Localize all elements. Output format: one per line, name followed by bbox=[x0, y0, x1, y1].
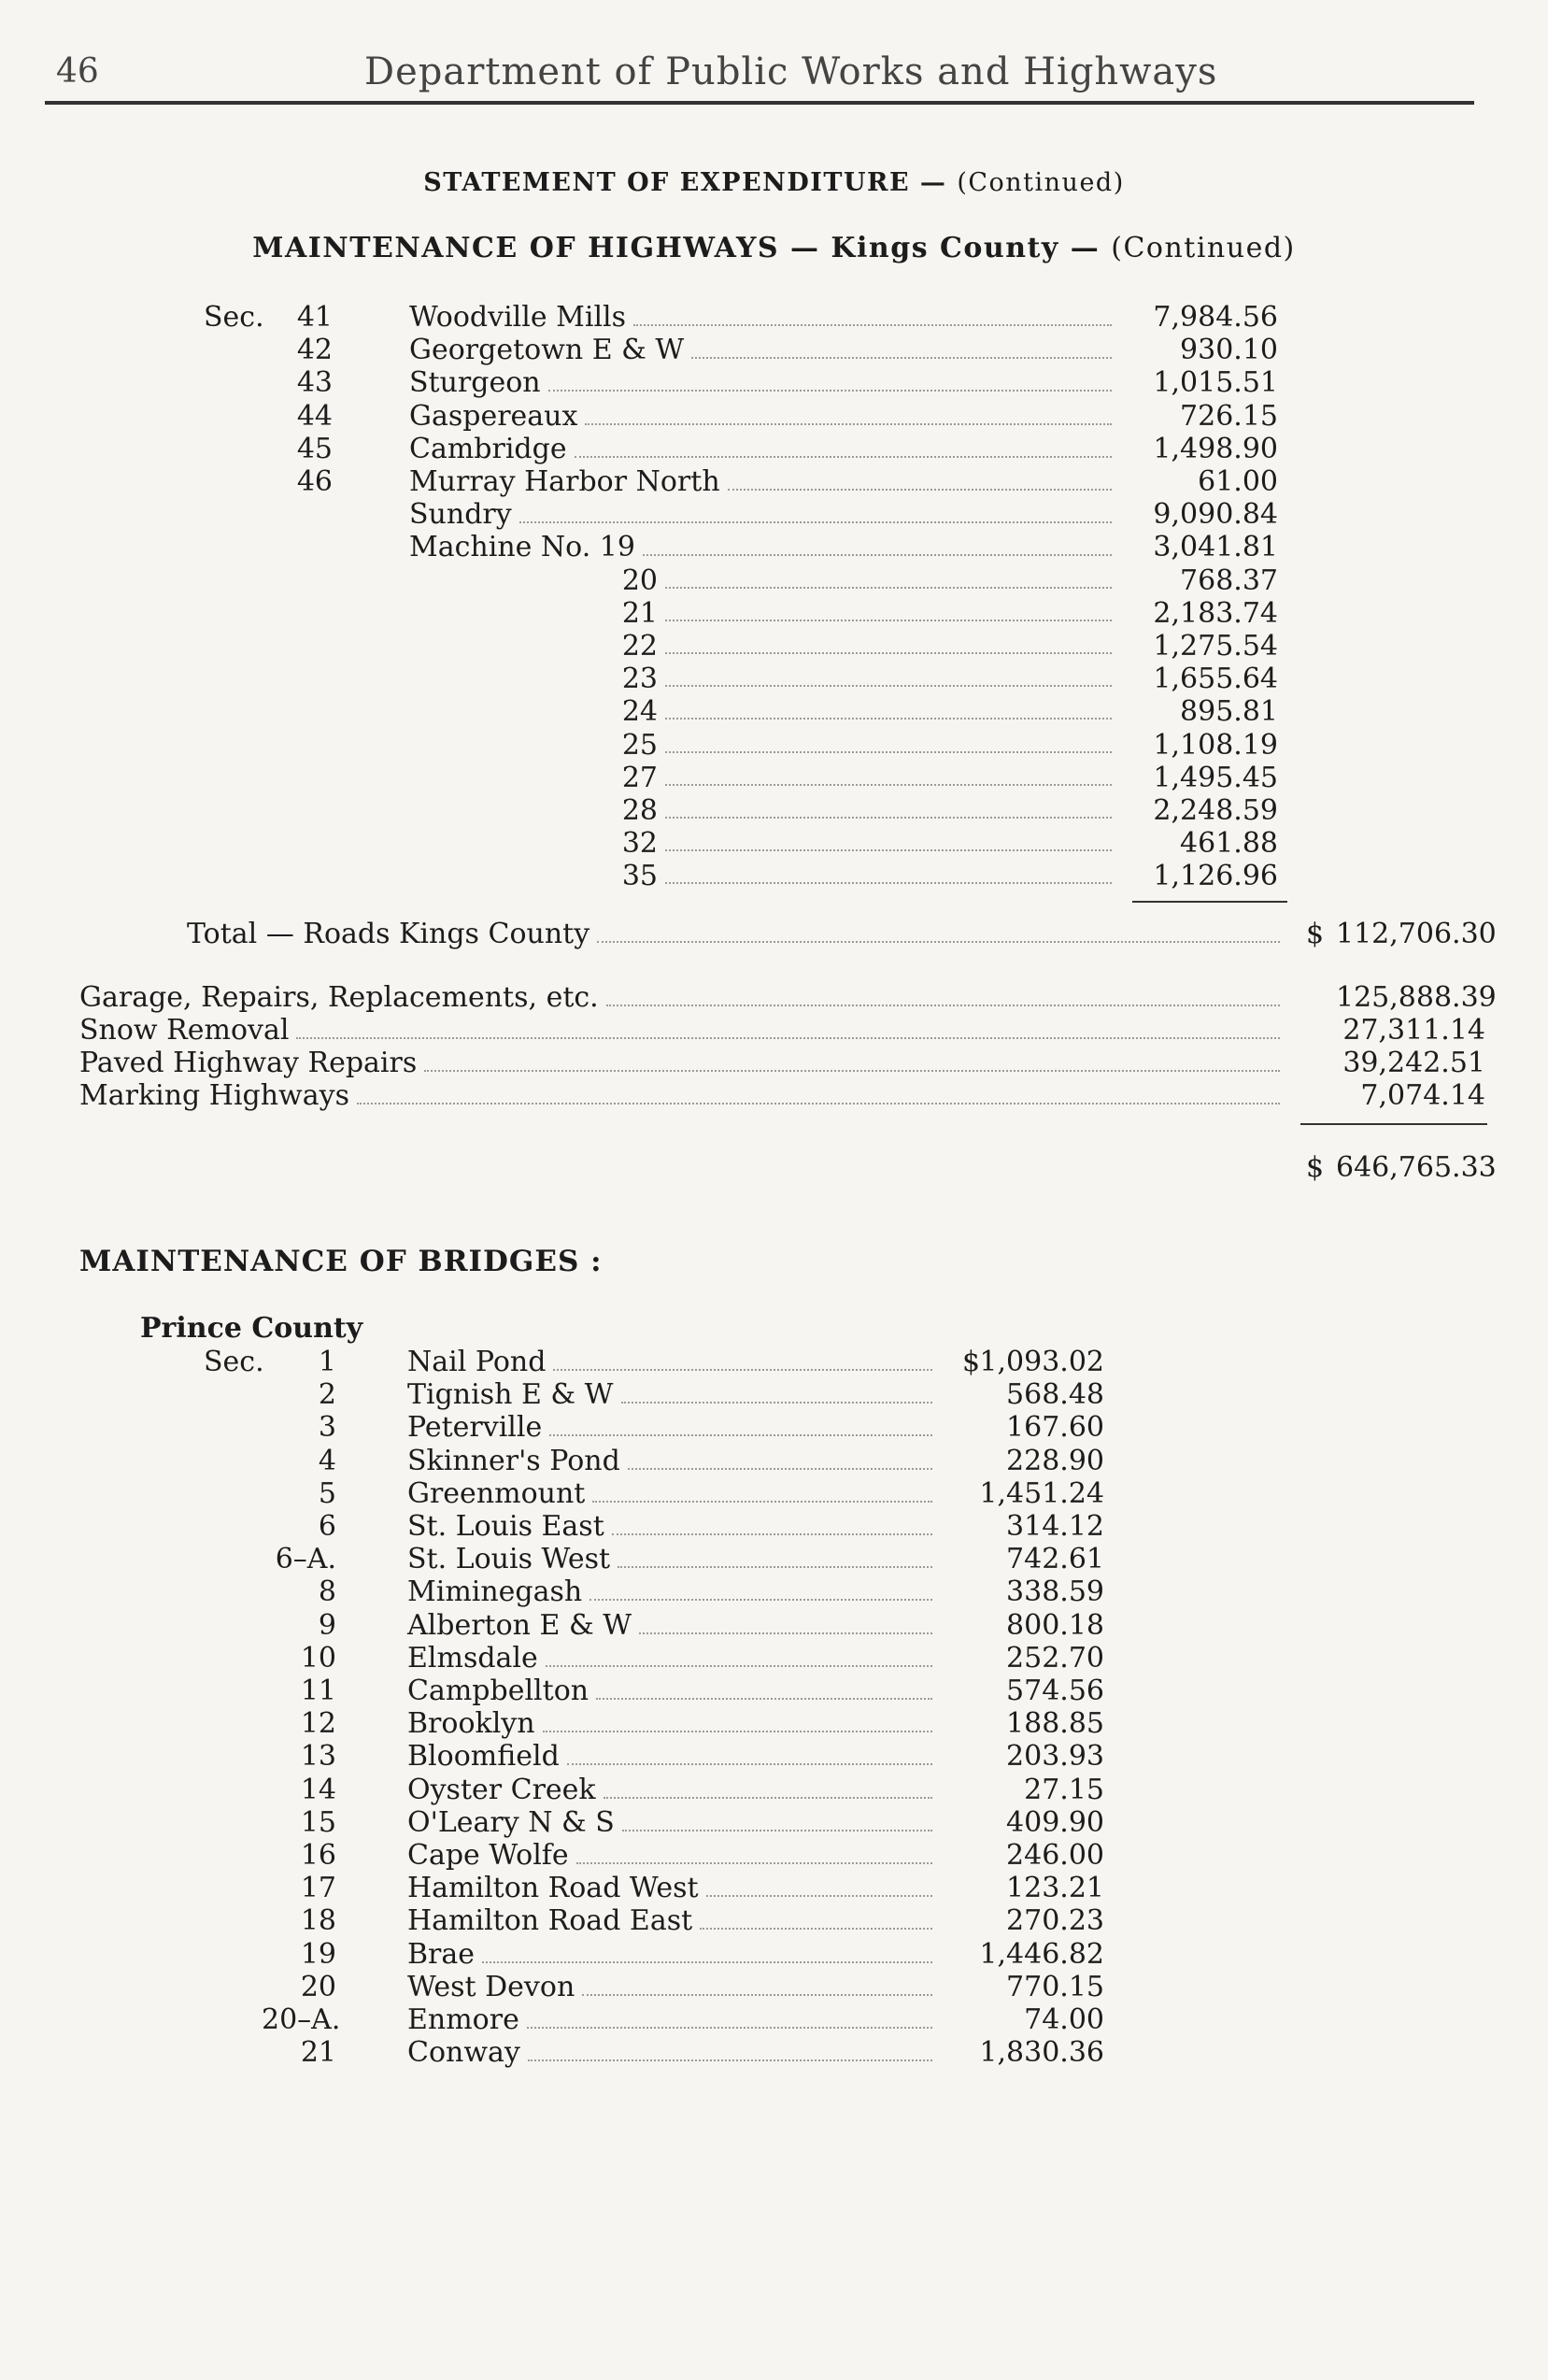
road-name bbox=[409, 334, 1112, 367]
amount: 895.81 bbox=[1180, 695, 1278, 729]
bridge-name bbox=[407, 2036, 932, 2070]
dot-leader bbox=[546, 1643, 932, 1667]
kings-row bbox=[0, 301, 1548, 335]
amount: 7,074.14 bbox=[1360, 1079, 1485, 1113]
dot-leader bbox=[296, 1015, 1280, 1039]
machine-leader bbox=[665, 597, 1112, 621]
dot-leader bbox=[543, 1708, 932, 1732]
bridge-row bbox=[0, 1609, 1548, 1643]
section-number: 16 bbox=[300, 1839, 336, 1872]
dot-leader bbox=[643, 532, 1112, 556]
road-name bbox=[409, 433, 1112, 466]
bridge-name bbox=[407, 1609, 932, 1643]
total-roads-label bbox=[187, 918, 1280, 951]
machine-leader bbox=[665, 729, 1112, 753]
amount: 39,242.51 bbox=[1342, 1047, 1485, 1079]
road-name bbox=[409, 400, 1112, 434]
bridge-name-text: Conway bbox=[407, 2036, 520, 2070]
dot-leader bbox=[585, 401, 1112, 425]
expense-label-text: Paved Highway Repairs bbox=[79, 1047, 418, 1079]
amount: 646,765.33 bbox=[1336, 1151, 1497, 1185]
amount: 1,495.45 bbox=[1153, 761, 1278, 794]
amount: 7,984.56 bbox=[1153, 301, 1278, 334]
bridge-row bbox=[0, 1642, 1548, 1675]
amount: 228.90 bbox=[1006, 1444, 1104, 1477]
kings-row bbox=[0, 498, 1548, 532]
dot-leader bbox=[482, 1939, 932, 1963]
amount: 9,090.84 bbox=[1153, 498, 1278, 532]
kings-row bbox=[0, 334, 1548, 367]
amount: 574.56 bbox=[1006, 1675, 1104, 1707]
bridge-row bbox=[0, 1477, 1548, 1511]
road-name-text: Sturgeon bbox=[409, 366, 541, 400]
amount: 3,041.81 bbox=[1153, 531, 1278, 564]
amount: 930.10 bbox=[1180, 334, 1278, 367]
road-name-text: Georgetown E & W bbox=[409, 334, 685, 367]
dot-leader bbox=[606, 982, 1280, 1006]
dot-leader bbox=[706, 1873, 932, 1897]
road-name bbox=[409, 366, 1112, 400]
bridge-name-text: Campbellton bbox=[407, 1675, 589, 1707]
machine-row bbox=[0, 597, 1548, 631]
dot-leader bbox=[567, 1741, 932, 1765]
machine-number: 28 bbox=[621, 794, 658, 827]
bridge-name bbox=[407, 1411, 932, 1445]
total-roads-row bbox=[0, 918, 1548, 951]
bridge-name-text: Elmsdale bbox=[407, 1641, 538, 1675]
dot-leader bbox=[618, 1544, 932, 1568]
machine-row bbox=[0, 695, 1548, 729]
section-number: 14 bbox=[300, 1773, 336, 1806]
expense-label-text: Snow Removal bbox=[79, 1013, 290, 1047]
amount: 768.37 bbox=[1180, 563, 1278, 597]
machine-number: 21 bbox=[621, 596, 658, 630]
bridge-name bbox=[407, 1543, 932, 1576]
section-number: 44 bbox=[296, 399, 333, 433]
bridge-name bbox=[407, 1872, 932, 1905]
dot-leader bbox=[621, 1379, 933, 1404]
machine-leader bbox=[665, 860, 1112, 884]
amount: 1,275.54 bbox=[1153, 630, 1278, 663]
bridge-name-text: Enmore bbox=[407, 2003, 519, 2036]
bridge-row bbox=[0, 1839, 1548, 1873]
road-name bbox=[409, 531, 1112, 564]
section-number: 19 bbox=[300, 1937, 336, 1971]
section-number: 45 bbox=[296, 432, 333, 465]
dot-leader bbox=[553, 1347, 932, 1371]
dot-leader bbox=[665, 663, 1112, 687]
amount: 27.15 bbox=[1024, 1773, 1104, 1806]
dot-leader bbox=[665, 762, 1112, 786]
amount: 726.15 bbox=[1180, 399, 1278, 433]
expense-label bbox=[79, 981, 1280, 1015]
machine-number: 20 bbox=[621, 563, 658, 597]
section-number: 42 bbox=[296, 334, 333, 367]
bridge-row bbox=[0, 1510, 1548, 1544]
bridge-name bbox=[407, 1971, 932, 2004]
machine-row bbox=[0, 762, 1548, 795]
bridge-row bbox=[0, 2036, 1548, 2070]
machine-number: 35 bbox=[621, 860, 658, 893]
dot-leader bbox=[604, 1774, 932, 1799]
machine-row bbox=[0, 827, 1548, 861]
amount: 1,830.36 bbox=[979, 2036, 1104, 2070]
dot-leader bbox=[596, 1675, 932, 1700]
road-name-text: Woodville Mills bbox=[409, 301, 627, 334]
bridge-name bbox=[407, 1477, 932, 1511]
dot-leader bbox=[665, 597, 1112, 621]
road-name bbox=[409, 465, 1112, 499]
header-rule bbox=[45, 101, 1474, 105]
grand-total-row bbox=[0, 1151, 1548, 1185]
bridge-row bbox=[0, 1411, 1548, 1445]
amount: 112,706.30 bbox=[1336, 917, 1497, 950]
dot-leader bbox=[357, 1080, 1280, 1104]
bridge-name-text: Peterville bbox=[407, 1411, 543, 1445]
amount: 1,093.02 bbox=[979, 1346, 1104, 1378]
section-number: 18 bbox=[300, 1904, 336, 1938]
highways-title: MAINTENANCE OF HIGHWAYS — Kings County — (Continued) bbox=[252, 232, 1296, 264]
amount: 314.12 bbox=[1006, 1510, 1104, 1543]
machine-row bbox=[0, 860, 1548, 893]
bridge-name-text: Brae bbox=[407, 1937, 476, 1971]
machine-row bbox=[0, 794, 1548, 828]
dot-leader bbox=[575, 434, 1112, 458]
bridge-row bbox=[0, 1675, 1548, 1708]
bridge-row bbox=[0, 1740, 1548, 1774]
amount: 1,446.82 bbox=[979, 1937, 1104, 1971]
bridge-name bbox=[407, 1707, 932, 1741]
bridge-name bbox=[407, 1774, 932, 1807]
dot-leader bbox=[665, 860, 1112, 884]
machine-number: 27 bbox=[621, 761, 658, 794]
section-number: 17 bbox=[300, 1872, 336, 1905]
section-number: 9 bbox=[318, 1608, 336, 1642]
dot-leader bbox=[665, 695, 1112, 720]
dot-leader bbox=[612, 1511, 932, 1535]
sec-label: Sec. bbox=[204, 1346, 264, 1378]
bridge-name-text: Skinner's Pond bbox=[407, 1444, 620, 1477]
bridge-name-text: Hamilton Road West bbox=[407, 1872, 699, 1905]
expense-row bbox=[0, 1047, 1548, 1080]
bridge-name-text: Greenmount bbox=[407, 1476, 586, 1510]
amount: 74.00 bbox=[1024, 2003, 1104, 2036]
bridge-row bbox=[0, 1575, 1548, 1609]
section-number: 12 bbox=[300, 1707, 336, 1741]
machine-number: 24 bbox=[621, 695, 658, 729]
amount: 2,248.59 bbox=[1153, 794, 1278, 827]
bridge-row bbox=[0, 1346, 1548, 1379]
amount: 167.60 bbox=[1006, 1411, 1104, 1445]
dot-leader bbox=[592, 1478, 932, 1503]
amount: 188.85 bbox=[1006, 1707, 1104, 1741]
bridge-name-text: West Devon bbox=[407, 1970, 575, 2003]
machine-number: 22 bbox=[621, 630, 658, 663]
expense-label-text: Marking Highways bbox=[79, 1079, 349, 1113]
machine-row bbox=[0, 729, 1548, 762]
dot-leader bbox=[527, 2004, 932, 2029]
section-number: 21 bbox=[300, 2036, 336, 2070]
page-header bbox=[56, 45, 1476, 101]
bridge-name bbox=[407, 1575, 932, 1609]
machine-number: 25 bbox=[621, 728, 658, 762]
bridge-name bbox=[407, 2003, 932, 2037]
dot-leader bbox=[665, 794, 1112, 819]
bridge-row bbox=[0, 2003, 1548, 2037]
section-number: 46 bbox=[296, 465, 333, 498]
dot-leader bbox=[576, 1840, 932, 1864]
dot-leader bbox=[582, 1972, 932, 1996]
amount: 246.00 bbox=[1006, 1839, 1104, 1872]
machine-leader bbox=[665, 762, 1112, 786]
section-number: 20–A. bbox=[262, 2003, 341, 2036]
road-name-text: Gaspereaux bbox=[409, 399, 578, 433]
dot-leader bbox=[549, 1412, 932, 1436]
bridge-name bbox=[407, 1510, 932, 1544]
section-number: 2 bbox=[318, 1378, 336, 1412]
expense-label-text: Garage, Repairs, Replacements, etc. bbox=[79, 980, 599, 1014]
dot-leader bbox=[665, 827, 1112, 851]
bridge-name bbox=[407, 1675, 932, 1708]
section-number: 43 bbox=[296, 366, 333, 400]
dollar-sign: $ bbox=[1306, 1151, 1325, 1185]
section-number: 10 bbox=[300, 1641, 336, 1675]
bridge-name bbox=[407, 1642, 932, 1675]
machine-row bbox=[0, 564, 1548, 598]
machine-leader bbox=[665, 695, 1112, 720]
sec-label: Sec. bbox=[204, 301, 264, 334]
dot-leader bbox=[548, 367, 1112, 392]
dot-leader bbox=[691, 335, 1112, 359]
road-name-text: Sundry bbox=[409, 498, 512, 532]
expense-row bbox=[0, 1014, 1548, 1047]
bridge-row bbox=[0, 1378, 1548, 1412]
running-title: Department of Public Works and Highways bbox=[364, 50, 1218, 93]
dot-leader bbox=[519, 499, 1112, 523]
bridge-name bbox=[407, 1740, 932, 1774]
page-number: 46 bbox=[56, 52, 99, 91]
dollar-sign: $ bbox=[1306, 917, 1325, 950]
section-number: 8 bbox=[318, 1575, 336, 1609]
section-number: 6 bbox=[318, 1510, 336, 1543]
machine-leader bbox=[665, 564, 1112, 589]
machine-leader bbox=[665, 827, 1112, 851]
section-number: 11 bbox=[300, 1675, 336, 1707]
road-name bbox=[409, 498, 1112, 532]
bridge-name bbox=[407, 1378, 932, 1412]
bridge-name-text: Tignish E & W bbox=[407, 1378, 614, 1412]
dot-leader bbox=[622, 1807, 932, 1831]
amount: 338.59 bbox=[1006, 1575, 1104, 1609]
amount: 568.48 bbox=[1006, 1378, 1104, 1412]
kings-row bbox=[0, 465, 1548, 499]
dot-leader bbox=[665, 564, 1112, 589]
dot-leader bbox=[597, 919, 1280, 943]
bridge-name-text: Oyster Creek bbox=[407, 1773, 596, 1806]
section-number: 6–A. bbox=[275, 1543, 336, 1576]
bridge-name bbox=[407, 1938, 932, 1972]
dot-leader bbox=[589, 1576, 932, 1601]
road-name-text: Cambridge bbox=[409, 432, 567, 465]
amount: 2,183.74 bbox=[1153, 596, 1278, 630]
machine-leader bbox=[665, 794, 1112, 819]
road-name-text: Machine No. 19 bbox=[409, 531, 635, 564]
machine-row bbox=[0, 663, 1548, 696]
bridge-name-text: Alberton E & W bbox=[407, 1608, 632, 1642]
amount: 252.70 bbox=[1006, 1641, 1104, 1675]
statement-title: STATEMENT OF EXPENDITURE — (Continued) bbox=[423, 168, 1125, 197]
bridge-row bbox=[0, 1543, 1548, 1576]
amount: 1,655.64 bbox=[1153, 663, 1278, 696]
bridge-name-text: St. Louis West bbox=[407, 1543, 611, 1576]
amount: 1,498.90 bbox=[1153, 432, 1278, 465]
dot-leader bbox=[728, 466, 1112, 491]
bridges-title: MAINTENANCE OF BRIDGES : bbox=[79, 1245, 603, 1278]
amount: 27,311.14 bbox=[1342, 1013, 1485, 1047]
section-number: 5 bbox=[318, 1476, 336, 1510]
amount: 61.00 bbox=[1198, 465, 1278, 498]
bridge-name-text: Nail Pond bbox=[407, 1346, 547, 1378]
machine-number: 32 bbox=[621, 827, 658, 861]
bridge-name bbox=[407, 1346, 932, 1379]
expense-row bbox=[0, 981, 1548, 1015]
bridge-row bbox=[0, 1707, 1548, 1741]
dot-leader bbox=[639, 1610, 932, 1634]
bridge-name-text: Brooklyn bbox=[407, 1707, 535, 1741]
expense-label bbox=[79, 1047, 1280, 1080]
dot-leader bbox=[424, 1047, 1280, 1072]
section-number: 1 bbox=[318, 1346, 336, 1378]
bridge-row bbox=[0, 1806, 1548, 1840]
road-name-text: Murray Harbor North bbox=[409, 465, 720, 498]
amount: 1,015.51 bbox=[1153, 366, 1278, 400]
machine-leader bbox=[665, 663, 1112, 687]
total-roads-label-text: Total — Roads Kings County bbox=[187, 917, 590, 950]
bridge-row bbox=[0, 1872, 1548, 1905]
section-number: 3 bbox=[318, 1411, 336, 1445]
amount: 125,888.39 bbox=[1336, 980, 1497, 1014]
dollar-sign: $ bbox=[962, 1346, 981, 1378]
bridge-name bbox=[407, 1806, 932, 1840]
bridge-name-text: St. Louis East bbox=[407, 1510, 604, 1543]
road-name bbox=[409, 301, 1112, 335]
dot-leader bbox=[665, 630, 1112, 654]
amount: 270.23 bbox=[1006, 1904, 1104, 1938]
expense-row bbox=[0, 1079, 1548, 1113]
dot-leader bbox=[665, 729, 1112, 753]
kings-row bbox=[0, 531, 1548, 564]
amount: 1,108.19 bbox=[1153, 728, 1278, 762]
bridge-row bbox=[0, 1938, 1548, 1972]
machine-number: 23 bbox=[621, 663, 658, 696]
section-number: 20 bbox=[300, 1970, 336, 2003]
kings-row bbox=[0, 400, 1548, 434]
machine-row bbox=[0, 630, 1548, 663]
bridge-name-text: Cape Wolfe bbox=[407, 1839, 569, 1872]
amount: 1,451.24 bbox=[979, 1476, 1104, 1510]
total-rule bbox=[1300, 1123, 1487, 1125]
dot-leader bbox=[528, 2037, 932, 2061]
amount: 461.88 bbox=[1180, 827, 1278, 861]
bridge-name-text: Hamilton Road East bbox=[407, 1904, 693, 1938]
section-number: 41 bbox=[296, 301, 333, 334]
bridge-row bbox=[0, 1904, 1548, 1938]
bridge-name bbox=[407, 1445, 932, 1478]
subtotal-rule bbox=[1132, 901, 1287, 903]
bridge-name-text: O'Leary N & S bbox=[407, 1805, 615, 1839]
bridge-name bbox=[407, 1839, 932, 1873]
amount: 800.18 bbox=[1006, 1608, 1104, 1642]
kings-row bbox=[0, 433, 1548, 466]
machine-leader bbox=[665, 630, 1112, 654]
section-number: 15 bbox=[300, 1805, 336, 1839]
dot-leader bbox=[633, 302, 1112, 326]
amount: 742.61 bbox=[1006, 1543, 1104, 1576]
bridge-name-text: Miminegash bbox=[407, 1575, 583, 1609]
dot-leader bbox=[628, 1446, 932, 1470]
amount: 770.15 bbox=[1006, 1970, 1104, 2003]
dot-leader bbox=[700, 1905, 932, 1930]
section-number: 4 bbox=[318, 1444, 336, 1477]
amount: 123.21 bbox=[1006, 1872, 1104, 1905]
bridge-name bbox=[407, 1904, 932, 1938]
bridge-row bbox=[0, 1971, 1548, 2004]
prince-county-title: Prince County bbox=[140, 1312, 363, 1345]
bridge-row bbox=[0, 1445, 1548, 1478]
amount: 1,126.96 bbox=[1153, 860, 1278, 893]
kings-row bbox=[0, 366, 1548, 400]
section-number: 13 bbox=[300, 1740, 336, 1774]
bridge-name-text: Bloomfield bbox=[407, 1740, 560, 1774]
bridge-row bbox=[0, 1774, 1548, 1807]
expense-label bbox=[79, 1079, 1280, 1113]
expense-label bbox=[79, 1014, 1280, 1047]
amount: 203.93 bbox=[1006, 1740, 1104, 1774]
amount: 409.90 bbox=[1006, 1805, 1104, 1839]
